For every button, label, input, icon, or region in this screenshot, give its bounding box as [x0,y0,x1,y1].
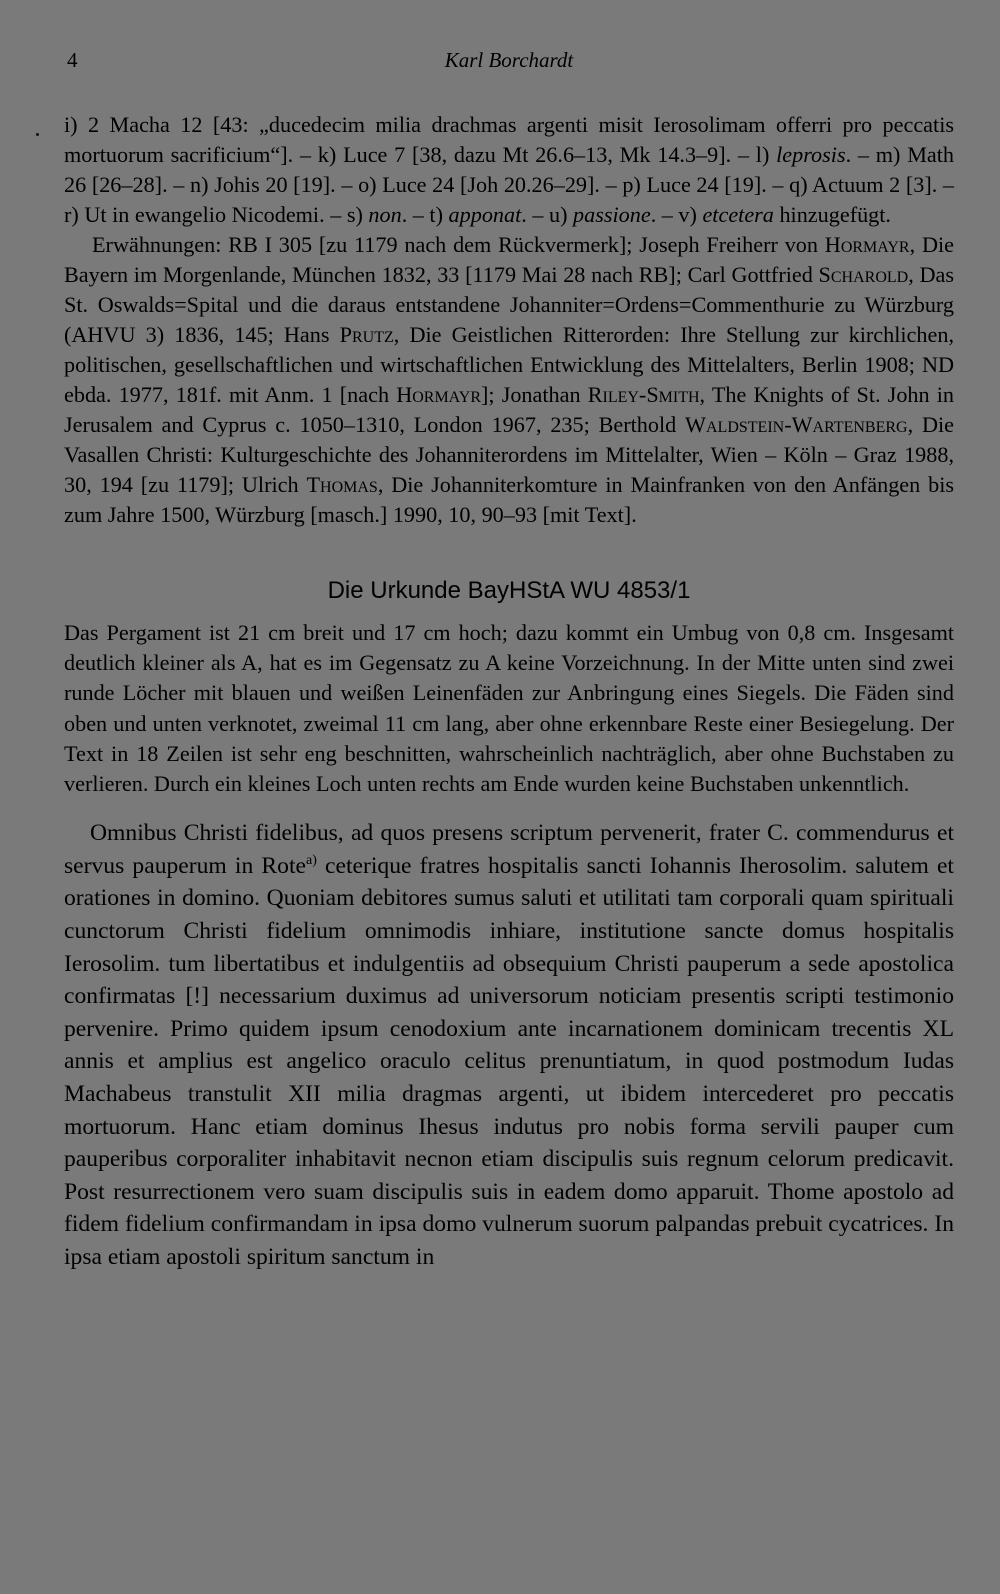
note-label: – u) [526,202,574,227]
apparatus-note [293,142,731,167]
note-text: . [650,202,657,227]
book-page [64,44,954,1274]
mentions-text: , The Knights of St. John in Jerusalem and Cyprus c. 1050–1310, London 1967, 235; Berthold [64,382,954,437]
note-label: – q) [766,172,813,197]
author-name: Scharold [818,262,909,287]
note-text: hinzugefügt. [773,202,891,227]
mentions-text: , Die Johanniterkomture in Mainfranken von den Anfängen bis zum Jahre 1500, Würzburg [masch.] 1990, 10, 90–93 [mit Text]. [64,472,954,527]
note-label: – o) [335,172,383,197]
apparatus-note [407,202,527,227]
note-label: – t) [407,202,449,227]
running-title: Karl Borchardt [444,48,574,72]
description-paragraph [64,618,954,799]
note-italic: passione [573,202,651,227]
note-text: Actuum 2 [3]. [812,172,938,197]
note-text: . [845,142,852,167]
note-text: Luce 24 [Joh 20.26–29]. [382,172,600,197]
mentions-text: , Die Geistlichen Ritterorden: Ihre Stellung zur kirchlichen, politischen, gesellschaftlichen und wirtschaftlichen Entwicklung des Mittelalters, Berlin 1908; ND ebda. 1977, 181f. mit Anm. 1 [nach [64,322,954,407]
apparatus-note [656,202,891,227]
note-italic: leprosis [776,142,846,167]
note-italic: non [368,202,402,227]
author-name: Hormayr [824,232,910,257]
charter-text-part1: Omnibus Christi fidelibus, ad quos presens scriptum pervenerit, frater C. commendurus et servus pauperum in Rote [64,820,954,879]
running-head [64,44,954,78]
mentions-text: , Das St. Oswalds=Spital und die daraus entstandene Johanniter=Ordens=Commenthurie zu Würzburg (AHVU 3) 1836, 145; Hans [64,262,954,347]
apparatus-note [527,202,656,227]
note-text: Luce 24 [19]. [646,172,767,197]
note-text: 2 Macha 12 [43: „ducedecim milia drachmas argenti misit Ierosolimam offerri pro peccatis mortuorum sacrificium“]. [64,112,954,167]
variant-notes [64,110,954,230]
note-label: – v) [656,202,703,227]
note-italic: apponat [448,202,522,227]
critical-apparatus [64,110,954,530]
note-text: Johis 20 [19]. [214,172,336,197]
mentions-paragraph [64,230,954,530]
author-name: Waldstein-Wartenberg [685,412,908,437]
note-text: Ut in ewangelio Nicodemi. [84,202,325,227]
margin-dot [36,133,39,136]
note-label: – s) [324,202,369,227]
note-text: Math 26 [26–28]. [64,142,955,197]
author-name: Thomas [306,472,378,497]
note-text: . [401,202,408,227]
author-name: Riley-Smith [587,382,700,407]
apparatus-note [336,172,600,197]
section-heading: Die Urkunde BayHStA WU 4853/1 [327,577,691,604]
mentions-text: , Die Vasallen Christi: Kulturgeschichte des Johanniterordens im Mittelalter, Wien – Köln – Graz 1988, 30, 194 [zu 1179]; Ulrich [64,412,954,497]
footnote-marker: a) [305,852,317,868]
apparatus-note [731,142,851,167]
note-text: . [521,202,527,227]
mentions-text: Erwähnungen: RB I 305 [zu 1179 nach dem Rückvermerk]; Joseph Freiherr von [92,232,825,257]
note-label: – k) [293,142,344,167]
apparatus-note [600,172,767,197]
apparatus-note [168,172,336,197]
note-label: – n) [167,172,215,197]
note-italic: etcetera [702,202,774,227]
description-text: Das Pergament ist 21 cm breit und 17 cm hoch; dazu kommt ein Umbug von 0,8 cm. Insgesamt deutlich kleiner als A, hat es im Gegensatz zu A keine Vorzeichnung. In der Mitte unten sind zwei runde Löcher mit blauen und weißen Leinenfäden zur Anbringung eines Siegels. Die Fäden sind oben und unten verknotet, zweimal 11 cm lang, aber ohne erkennbare Reste einer Besiegelung. Der Text in 18 Zeilen ist sehr eng beschnitten, wahrscheinlich nachträglich, aber ohne Buchstaben zu verlieren. Durch ein kleines Loch unten rechts am Ende wurden keine Buchstaben unkenntlich. [64,620,954,797]
note-label: i) [64,112,88,137]
mentions-text: , Die Bayern im Morgenlande, München 1832, 33 [1179 Mai 28 nach RB]; Carl Gottfried [64,232,954,287]
note-label: – r) [64,172,955,227]
note-label: – m) [851,142,908,167]
note-label: – p) [599,172,647,197]
page-number: 4 [67,48,78,72]
apparatus-note [767,172,938,197]
mentions-text: ]; Jonathan [481,382,588,407]
author-name: Hormayr [396,382,481,407]
charter-text-part2: ceterique fratres hospitalis sancti Iohannis Iherosolim. salutem et orationes in domino. Quoniam debitores sumus saluti et utilitati tam corporali quam spirituali cunctorum Christi fidelium omnimodis inhiare, institutione sancte domus hospitalis Ierosolim. tum libertatibus et indulgentiis ad obsequium Christi pauperum a sede apostolica confirmatas [!] necessarium duximus ad universorum noticiam presentis scripti testimonio pervenire. Primo quidem ipsum cenodoxium ante incarnationem dominicam trecentis XL annis et amplius est angelico oraculo celitus prenuntiatum, in quod postmodum Iudas Machabeus transtulit XII milia dragmas argenti, ut ibidem intercederet pro peccatis mortuorum. Hanc etiam dominus Ihesus indutus pro nobis forma servili pauper cum pauperibus corporaliter inhabitavit necnon etiam discipulis suis regnum celorum predicavit. Post resurrectionem vero suam discipulis suis in eadem domo apparuit. Thome apostolo ad fidem fidelium confirmandam in ipsa domo vulnerum suorum palpandas prebuit cycatrices. In ipsa etiam apostoli spiritum sanctum in [64,852,954,1270]
charter-text [64,817,954,1273]
charter-paragraph [64,817,954,1273]
author-name: Prutz [339,322,394,347]
apparatus-note [325,202,408,227]
note-text: Luce 7 [38, dazu Mt 26.6–13, Mk 14.3–9]. [343,142,732,167]
note-label: – l) [731,142,777,167]
